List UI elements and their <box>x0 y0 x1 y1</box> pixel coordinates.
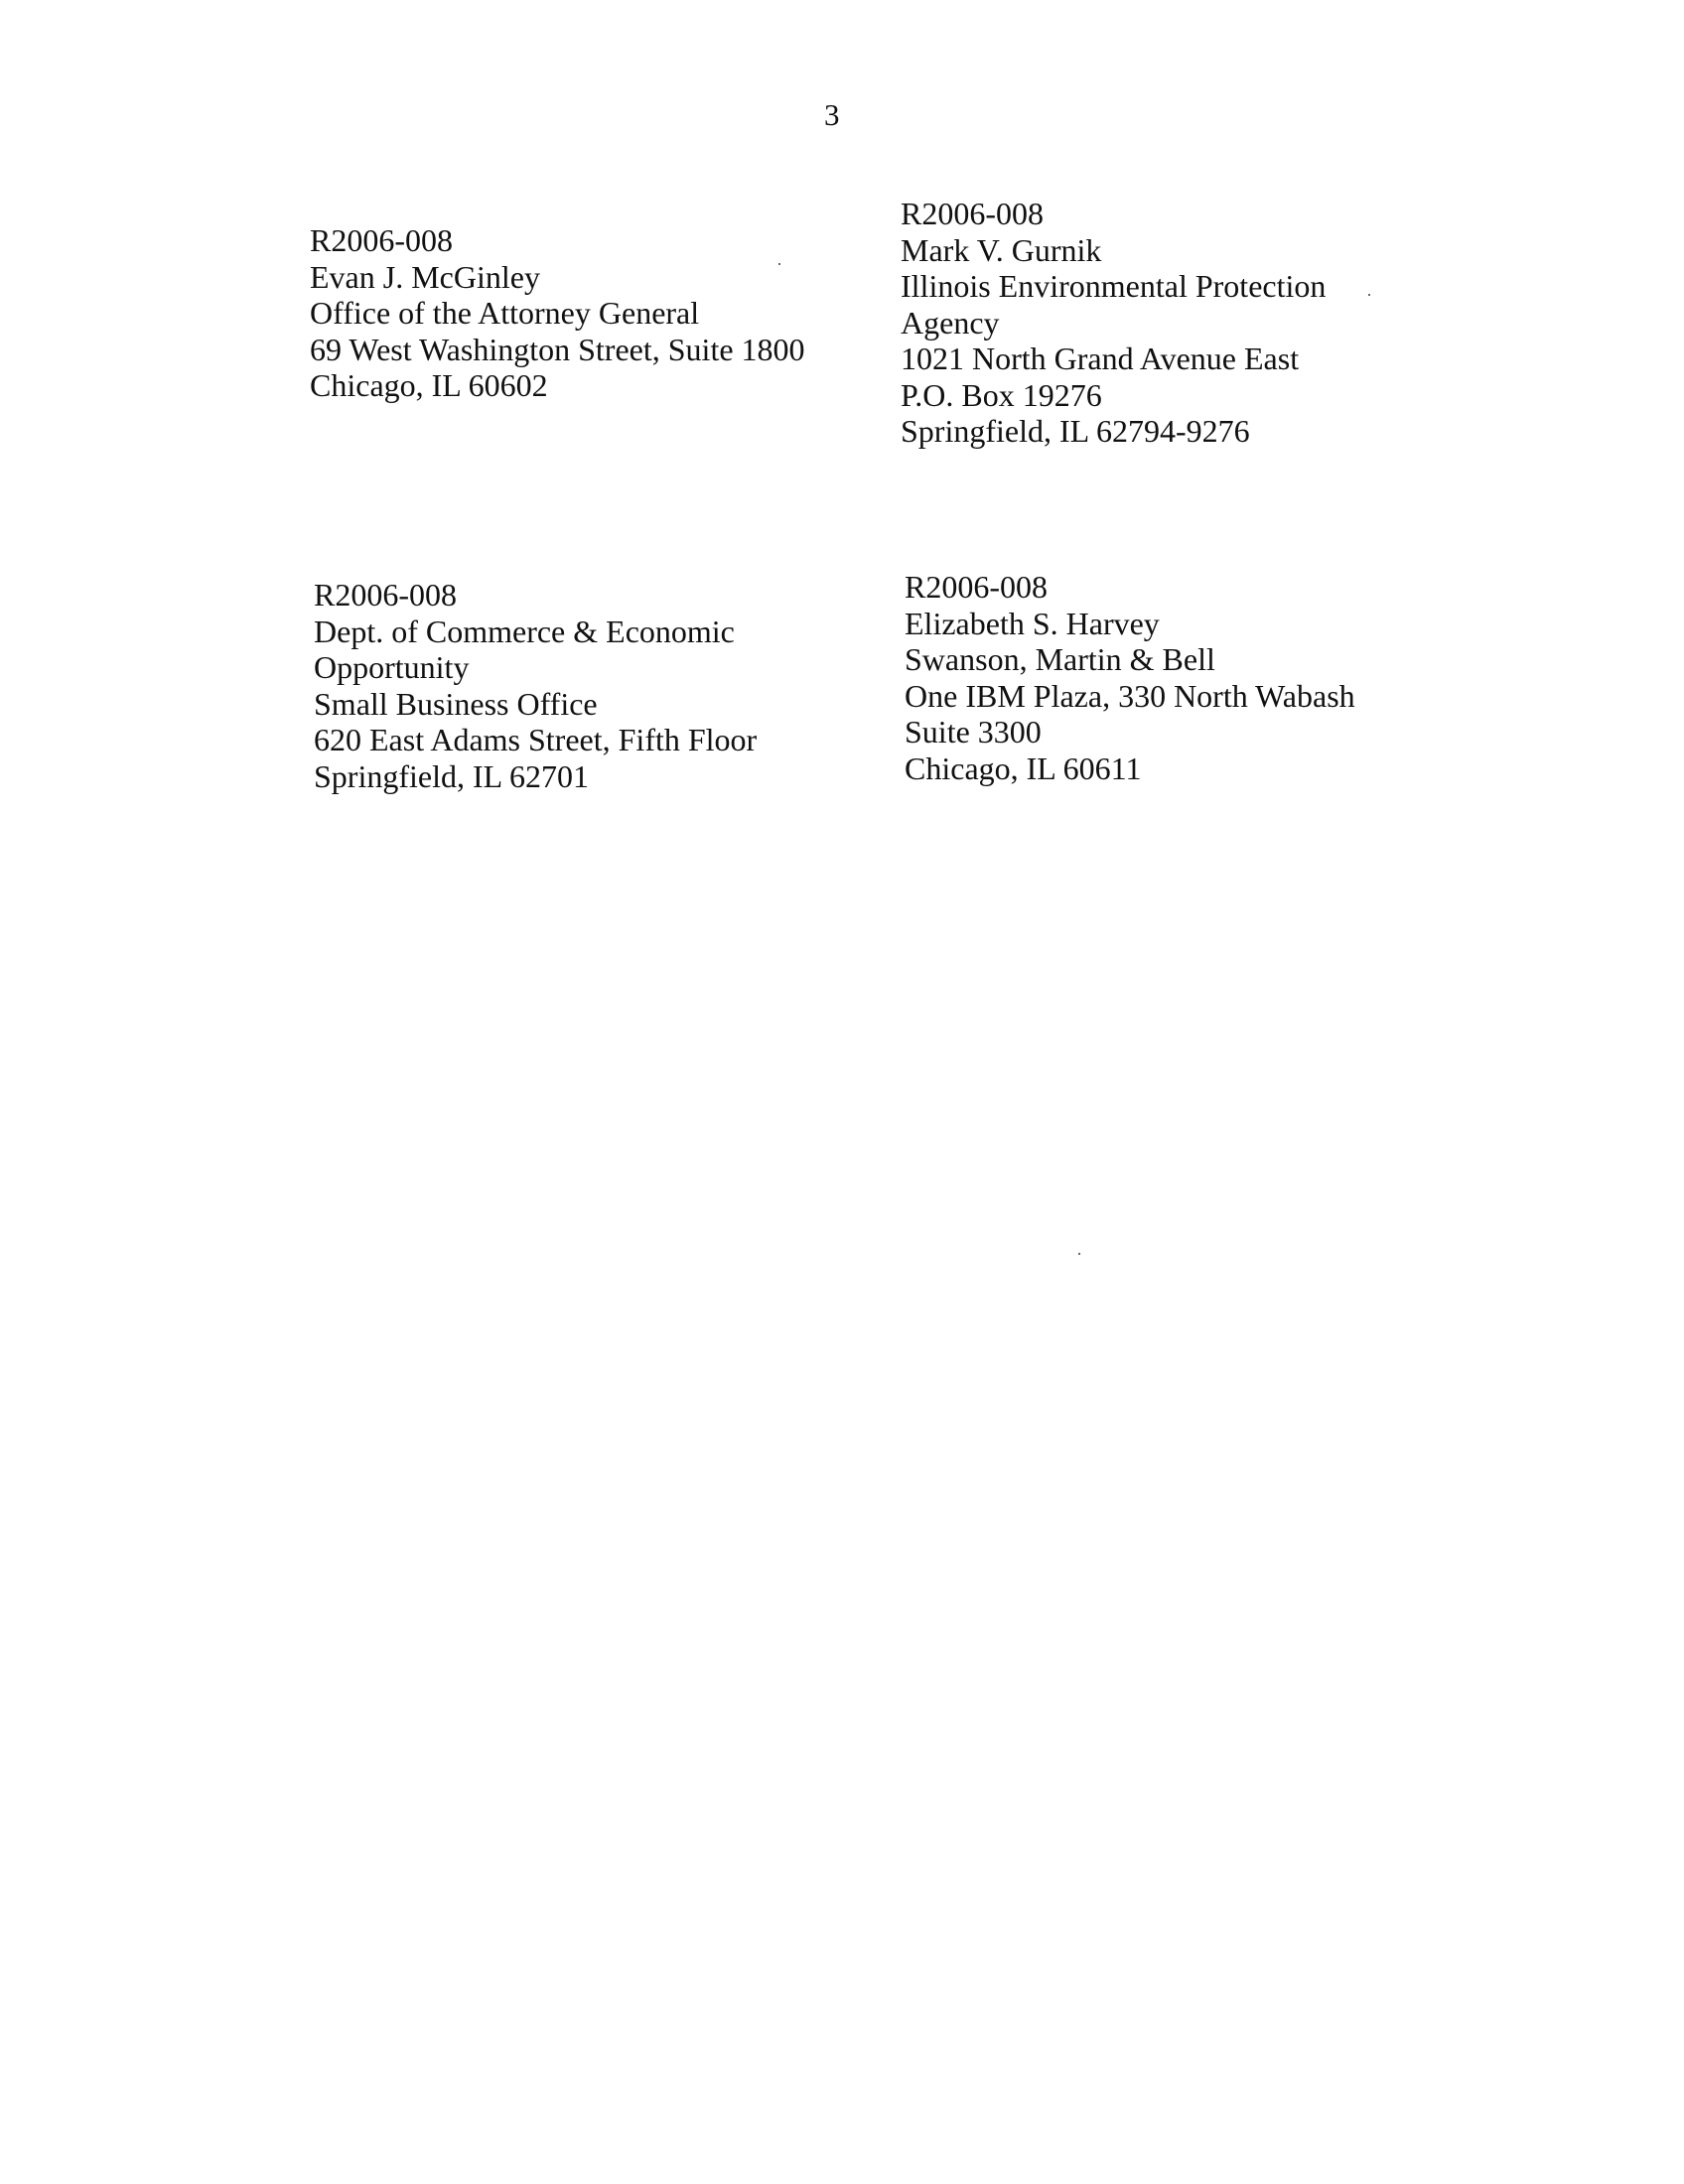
scan-speck <box>1368 294 1370 296</box>
address-line: 620 East Adams Street, Fifth Floor <box>314 722 758 757</box>
address-line: Small Business Office <box>314 685 598 722</box>
docket-number: R2006-008 <box>901 196 1044 231</box>
address-line: 1021 North Grand Avenue East <box>901 341 1300 376</box>
address-line: Chicago, IL 60602 <box>310 367 548 403</box>
address-line: Springfield, IL 62794-9276 <box>901 413 1250 449</box>
address-line: One IBM Plaza, 330 North Wabash <box>905 677 1355 714</box>
recipient-name: Dept. of Commerce & Economic <box>314 613 735 649</box>
address-block-gurnik <box>901 196 1326 450</box>
docket-number: R2006-008 <box>314 577 457 613</box>
address-block-harvey <box>905 569 1355 786</box>
docket-number: R2006-008 <box>905 569 1048 605</box>
recipient-name: Mark V. Gurnik <box>901 231 1102 268</box>
address-line: Opportunity <box>314 649 470 685</box>
recipient-name: Evan J. McGinley <box>310 258 540 295</box>
scan-speck <box>778 263 780 265</box>
address-line: Illinois Environmental Protection <box>901 268 1327 304</box>
address-line: 69 West Washington Street, Suite 1800 <box>310 331 805 367</box>
recipient-name: Elizabeth S. Harvey <box>905 605 1160 641</box>
address-block-dceo <box>314 577 757 794</box>
docket-number: R2006-008 <box>310 222 453 258</box>
address-line: Office of the Attorney General <box>310 295 700 331</box>
address-line: Agency <box>901 304 1000 341</box>
address-line: Swanson, Martin & Bell <box>905 641 1215 677</box>
scan-speck <box>1078 1253 1080 1255</box>
address-block-mcginley <box>310 222 805 404</box>
address-line: Springfield, IL 62701 <box>314 757 589 794</box>
address-line: Chicago, IL 60611 <box>905 750 1142 786</box>
page-number: 3 <box>824 97 840 132</box>
address-line: P.O. Box 19276 <box>901 376 1102 413</box>
address-line: Suite 3300 <box>905 714 1042 750</box>
